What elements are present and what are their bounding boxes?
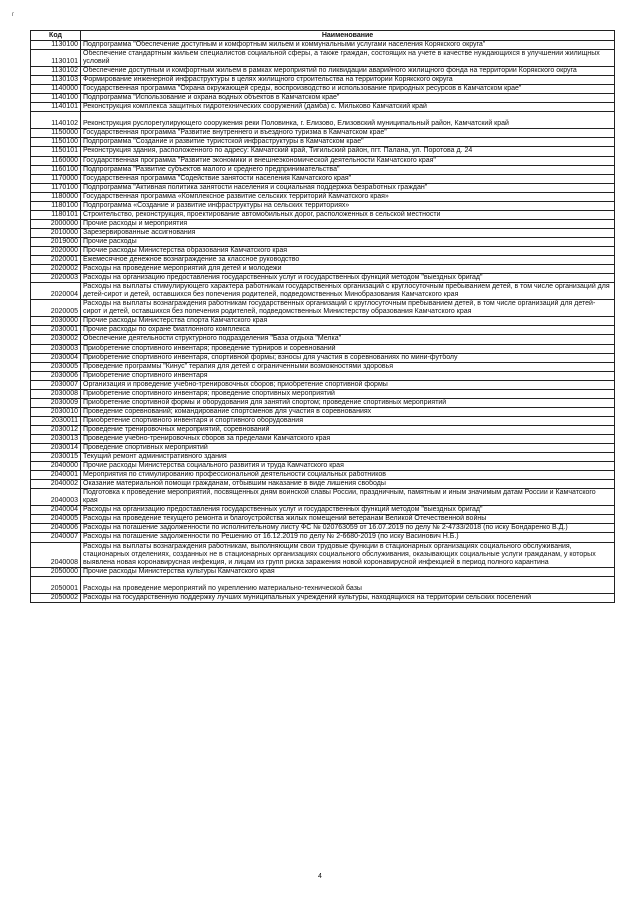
row-name: Расходы на государственную поддержку лучших муниципальных учреждений культуры, находящихся на территории сельских поселений [81, 593, 615, 602]
table-row [31, 300, 615, 317]
table-row [31, 228, 615, 237]
row-code: 2010000 [31, 228, 81, 237]
row-name: Государственная программа "Развитие внутреннего и въездного туризма в Камчатском крае" [81, 129, 615, 138]
row-name: Прочие расходы по охране биатлонного комплекса [81, 326, 615, 335]
row-name: Оказание материальной помощи гражданам, отбывшим наказание в виде лишения свободы [81, 480, 615, 489]
table-row [31, 471, 615, 480]
row-code: 1130101 [31, 50, 81, 67]
table-row [31, 219, 615, 228]
table-row [31, 94, 615, 103]
row-name: Реконструкция комплекса защитных гидротехнических сооружений (дамба) с. Мильково Камчатский край [81, 103, 615, 112]
row-name: Приобретение спортивной формы и оборудования для занятий спортом; проведение спортивных мероприятий [81, 398, 615, 407]
row-code: 2030010 [31, 407, 81, 416]
table-row [31, 201, 615, 210]
row-code: 2020002 [31, 265, 81, 274]
table-row [31, 416, 615, 425]
row-name: Реконструкция здания, расположенного по адресу: Камчатский край, Тигильский район, пгт. Палана, ул. Поротова д. 24 [81, 147, 615, 156]
table-row [31, 444, 615, 453]
row-code: 2030006 [31, 371, 81, 380]
table-row [31, 265, 615, 274]
row-name: Организация и проведение учебно-тренировочных сборов; приобретение спортивной формы [81, 380, 615, 389]
table-row [31, 389, 615, 398]
table-row [31, 103, 615, 112]
row-name: Зарезервированные ассигнования [81, 228, 615, 237]
row-name: Расходы на погашение задолженности по исполнительному листу ФС № 020763059 от 16.07.2019 по делу № 2-4733/2018 (по иску Бондаренко В.Д.) [81, 524, 615, 533]
row-name: Государственная программа "Содействие занятости населения Камчатского края" [81, 174, 615, 183]
table-row [31, 524, 615, 533]
row-code: 2030012 [31, 425, 81, 434]
row-code: 2040001 [31, 471, 81, 480]
table-row [31, 210, 615, 219]
table-row [31, 533, 615, 542]
row-code: 1140000 [31, 85, 81, 94]
budget-code-table [30, 30, 615, 603]
row-name: Расходы на погашение задолженности по Решению от 16.12.2019 по делу № 2-6680-2019 (по иску Васинович Н.Б.) [81, 533, 615, 542]
table-row [31, 576, 615, 593]
table-row [31, 156, 615, 165]
row-name: Проведение тренировочных мероприятий, соревнований [81, 425, 615, 434]
row-name: Текущий ремонт административного здания [81, 453, 615, 462]
table-row [31, 335, 615, 344]
table-row [31, 76, 615, 85]
table-row [31, 138, 615, 147]
row-name: Расходы на выплаты вознаграждения работникам, выполняющим свои трудовые функции в стационарных организациях социального обслуживания, стационарных отделениях, созданных не в стационарных организациях социального обслуживания, оказывающих социальные услуги гражданам, у которых выявлена новая коронавирусная инфекция, и лицам из групп риска заражения новой коронавирусной инфекцией в период полного карантина [81, 542, 615, 567]
table-row [31, 317, 615, 326]
table-row [31, 407, 615, 416]
row-name: Формирование инженерной инфраструктуры в целях жилищного строительства на территории Корякского округа [81, 76, 615, 85]
row-code: 2020005 [31, 300, 81, 317]
table-row [31, 67, 615, 76]
row-name: Проведение соревнований; командирование спортсменов для участия в соревнованиях [81, 407, 615, 416]
row-name: Приобретение спортивного инвентаря и спортивного оборудования [81, 416, 615, 425]
table-row [31, 85, 615, 94]
table-row [31, 183, 615, 192]
row-name: Проведение программы "Кинус" терапия для детей с ограниченными возможностями здоровья [81, 362, 615, 371]
row-code: 1140102 [31, 112, 81, 129]
row-code: 1150100 [31, 138, 81, 147]
table-row [31, 593, 615, 602]
row-name: Обеспечение деятельности структурного подразделения "База отдыха "Мелка" [81, 335, 615, 344]
row-code: 2050001 [31, 576, 81, 593]
row-code: 1140100 [31, 94, 81, 103]
row-name: Приобретение спортивного инвентаря, спортивной формы; взносы для участия в соревнованиях по мини-футболу [81, 353, 615, 362]
row-name: Государственная программа "Охрана окружающей среды, воспроизводство и использование природных ресурсов в Камчатском крае" [81, 85, 615, 94]
row-name: Подпрограмма "Развитие субъектов малого и среднего предпринимательства" [81, 165, 615, 174]
row-code: 2020001 [31, 256, 81, 265]
row-name: Мероприятия по стимулированию профессиональной деятельности социальных работников [81, 471, 615, 480]
table-row [31, 462, 615, 471]
table-row [31, 147, 615, 156]
table-row [31, 246, 615, 255]
row-code: 1160000 [31, 156, 81, 165]
table-row [31, 489, 615, 506]
row-code: 1130103 [31, 76, 81, 85]
table-row [31, 344, 615, 353]
row-name: Подготовка к проведение мероприятий, посвященных дням воинской славы России, праздничным, памятным и иным значимым датам России и Камчатского края [81, 489, 615, 506]
row-name: Проведение спортивных мероприятий [81, 444, 615, 453]
row-code: 2030013 [31, 434, 81, 443]
row-code: 1170000 [31, 174, 81, 183]
row-code: 2020003 [31, 274, 81, 283]
row-code: 2040002 [31, 480, 81, 489]
row-code: 2040004 [31, 506, 81, 515]
row-name: Ежемесячное денежное вознаграждение за классное руководство [81, 256, 615, 265]
table-row [31, 256, 615, 265]
row-name: Прочие расходы Министерства социального развития и труда Камчатского края [81, 462, 615, 471]
table-row [31, 567, 615, 576]
row-code: 2030001 [31, 326, 81, 335]
row-code: 2030015 [31, 453, 81, 462]
table-row [31, 425, 615, 434]
row-code: 2040005 [31, 515, 81, 524]
row-code: 2050000 [31, 567, 81, 576]
table-row [31, 353, 615, 362]
row-code: 2030011 [31, 416, 81, 425]
table-row [31, 326, 615, 335]
table-row [31, 453, 615, 462]
table-row [31, 362, 615, 371]
row-name: Приобретение спортивного инвентаря [81, 371, 615, 380]
row-code: 2030003 [31, 344, 81, 353]
table-row [31, 506, 615, 515]
table-row [31, 237, 615, 246]
row-name: Приобретение спортивного инвентаря; проведение спортивных мероприятий [81, 389, 615, 398]
row-code: 2020004 [31, 283, 81, 300]
table-row [31, 165, 615, 174]
row-name: Подпрограмма "Обеспечение доступным и комфортным жильем и коммунальными услугами населения Корякского округа" [81, 41, 615, 50]
table-row [31, 112, 615, 129]
table-row [31, 129, 615, 138]
row-code: 1180000 [31, 192, 81, 201]
row-name: Расходы на проведение текущего ремонта и благоустройства жилых помещений ветеранам Великой Отечественной войны [81, 515, 615, 524]
row-name: Строительство, реконструкция, проектирование автомобильных дорог, расположенных в сельской местности [81, 210, 615, 219]
row-name: Расходы на организацию предоставления государственных услуг и государственных функций методом "выездных бригад" [81, 506, 615, 515]
row-name: Расходы на выплаты стимулирующего характера работникам государственных организаций с круглосуточным пребыванием детей, в том числе организаций для детей-сирот и детей, оставшихся без попечения родителей, подведомственных Минобразования Камчатского края [81, 283, 615, 300]
row-code: 1150101 [31, 147, 81, 156]
row-name: Расходы на организацию предоставления государственных услуг и государственных функций методом "выездных бригад" [81, 274, 615, 283]
row-name: Обеспечение стандартным жильем специалистов социальной сферы, а также граждан, состоящих на учете в качестве нуждающихся в улучшении жилищных условий [81, 50, 615, 67]
table-row [31, 480, 615, 489]
row-name: Проведение учебно-тренировочных сборов за пределами Камчатского края [81, 434, 615, 443]
row-name: Прочие расходы [81, 237, 615, 246]
row-name: Реконструкция руслорегулирующего сооружения реки Половинка, г. Елизово, Елизовский муниципальный район, Камчатский край [81, 112, 615, 129]
row-name: Прочие расходы Министерства культуры Камчатского края [81, 567, 615, 576]
row-code: 2040003 [31, 489, 81, 506]
table-body [31, 41, 615, 603]
row-name: Государственная программа «Комплексное развитие сельских территорий Камчатского края» [81, 192, 615, 201]
row-name: Прочие расходы Министерства образования Камчатского края [81, 246, 615, 255]
row-code: 1150000 [31, 129, 81, 138]
row-name: Подпрограмма "Использование и охрана водных объектов в Камчатском крае" [81, 94, 615, 103]
table-row [31, 274, 615, 283]
row-code: 2030005 [31, 362, 81, 371]
row-name: Подпрограмма «Создание и развитие инфраструктуры на сельских территориях» [81, 201, 615, 210]
row-name: Приобретение спортивного инвентаря; проведение турниров и соревнований [81, 344, 615, 353]
table-row [31, 283, 615, 300]
row-code: 2050002 [31, 593, 81, 602]
row-code: 2040008 [31, 542, 81, 567]
row-code: 1180101 [31, 210, 81, 219]
row-code: 2019000 [31, 237, 81, 246]
row-name: Прочие расходы и мероприятия [81, 219, 615, 228]
row-code: 1130100 [31, 41, 81, 50]
corner-mark: г [12, 12, 15, 18]
row-code: 1130102 [31, 67, 81, 76]
row-code: 1170100 [31, 183, 81, 192]
row-code: 2030008 [31, 389, 81, 398]
row-code: 2040006 [31, 524, 81, 533]
row-name: Подпрограмма "Создание и развитие туристской инфраструктуры в Камчатском крае" [81, 138, 615, 147]
table-row [31, 41, 615, 50]
row-name: Подпрограмма "Активная политика занятости населения и социальная поддержка безработных граждан" [81, 183, 615, 192]
row-code: 1160100 [31, 165, 81, 174]
row-name: Обеспечение доступным и комфортным жильем в рамках мероприятий по ликвидации аварийного жилищного фонда на территории Корякского округа [81, 67, 615, 76]
row-code: 2040000 [31, 462, 81, 471]
row-name: Расходы на выплаты вознаграждения работникам государственных организаций с круглосуточным пребыванием детей, в том числе организаций для детей-сирот и детей, оставшихся без попечения родителей, подведомственных Министерству образования Камчатского края [81, 300, 615, 317]
row-code: 2030007 [31, 380, 81, 389]
row-code: 1180100 [31, 201, 81, 210]
row-code: 2000000 [31, 219, 81, 228]
row-name: Расходы на проведение мероприятий для детей и молодежи [81, 265, 615, 274]
row-code: 1140101 [31, 103, 81, 112]
header-name: Наименование [81, 31, 615, 41]
header-code: Код [31, 31, 81, 41]
row-code: 2030000 [31, 317, 81, 326]
table-header-row [31, 31, 615, 41]
table-row [31, 434, 615, 443]
row-code: 2030009 [31, 398, 81, 407]
row-code: 2030002 [31, 335, 81, 344]
row-code: 2040007 [31, 533, 81, 542]
table-row [31, 50, 615, 67]
row-name: Государственная программа "Развитие экономики и внешнеэкономической деятельности Камчатского края" [81, 156, 615, 165]
table-row [31, 371, 615, 380]
row-code: 2020000 [31, 246, 81, 255]
row-name: Расходы на проведение мероприятий по укреплению материально-технической базы [81, 576, 615, 593]
table-row [31, 174, 615, 183]
page-number: 4 [318, 873, 322, 880]
table-row [31, 380, 615, 389]
table-row [31, 542, 615, 567]
table-row [31, 398, 615, 407]
budget-code-table-sheet [30, 30, 614, 603]
row-code: 2030014 [31, 444, 81, 453]
table-row [31, 515, 615, 524]
table-row [31, 192, 615, 201]
row-code: 2030004 [31, 353, 81, 362]
row-name: Прочие расходы Министерства спорта Камчатского края [81, 317, 615, 326]
